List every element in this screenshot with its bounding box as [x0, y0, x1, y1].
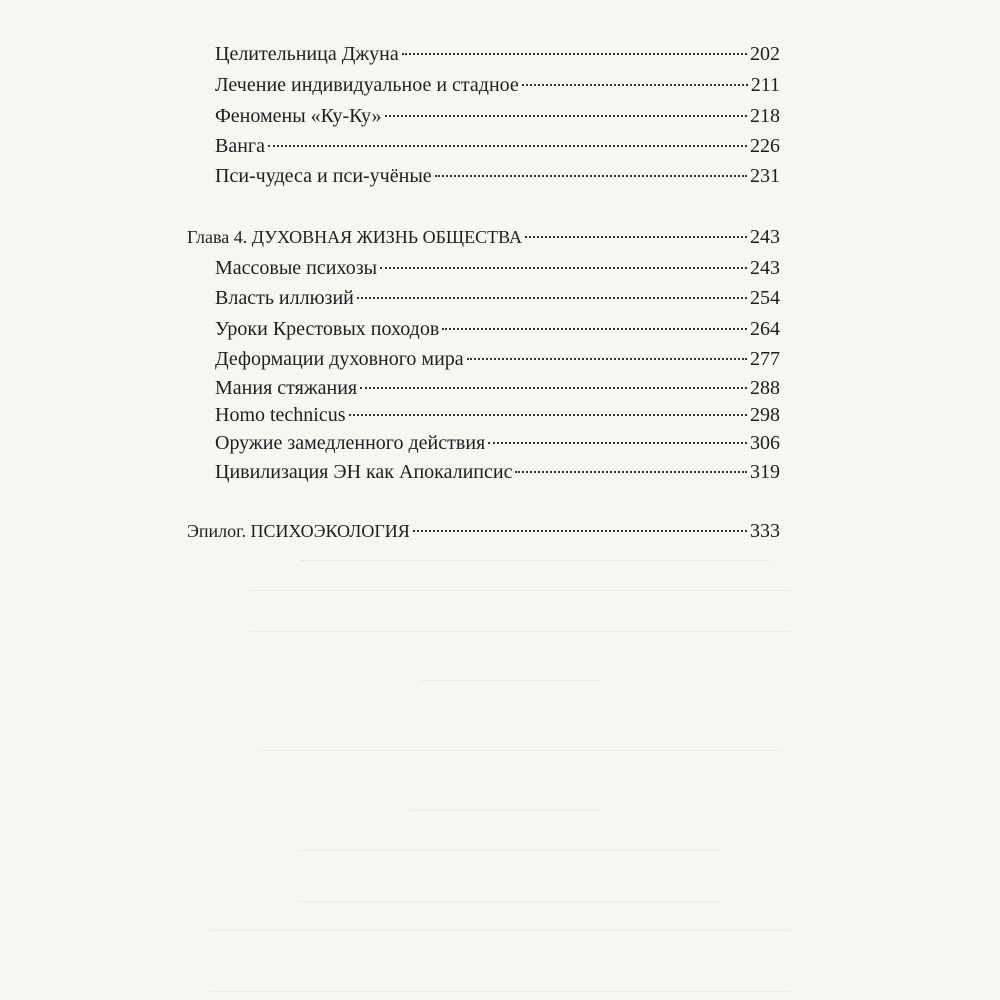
- dot-leader: [360, 387, 747, 389]
- dot-leader: [268, 145, 747, 147]
- toc-page-number: 333: [750, 520, 780, 542]
- show-through-block: [420, 650, 600, 681]
- dot-leader: [442, 328, 747, 330]
- toc-entry-title: Массовые психозы: [215, 257, 378, 279]
- toc-entry: [215, 460, 780, 484]
- toc-entry: [215, 286, 780, 310]
- dot-leader: [349, 414, 747, 416]
- toc-entry-title: Феномены «Ку-Ку»: [215, 105, 382, 127]
- dot-leader: [467, 358, 747, 360]
- dot-leader: [488, 442, 747, 444]
- toc-entry: [215, 73, 780, 97]
- toc-page-number: 211: [750, 74, 780, 96]
- toc-entry: [215, 347, 780, 371]
- dot-leader: [380, 267, 747, 269]
- dot-leader: [357, 297, 747, 299]
- toc-entry: [215, 376, 780, 400]
- toc-page-number: 243: [750, 257, 780, 279]
- show-through-block: [210, 930, 790, 992]
- show-through-block: [250, 590, 790, 632]
- toc-page-number: 202: [750, 43, 780, 65]
- toc-entry: [215, 317, 780, 341]
- toc-page-number: 306: [750, 432, 780, 454]
- toc-epilog-entry: [187, 519, 780, 543]
- toc-entry-title: Власть иллюзий: [215, 287, 354, 309]
- toc-page-number: 264: [750, 318, 780, 340]
- show-through-block: [410, 780, 600, 811]
- toc-entry: [215, 164, 780, 188]
- dot-leader: [385, 115, 747, 117]
- toc-entry-title: Homo technicus: [215, 404, 346, 426]
- toc-entry: [215, 403, 780, 427]
- toc-page-number: 298: [750, 404, 780, 426]
- toc-entry: [215, 256, 780, 280]
- toc-entry-title: Мания стяжания: [215, 377, 358, 399]
- toc-epilog-title: Эпилог. ПСИХОЭКОЛОГИЯ: [187, 521, 410, 541]
- toc-page-number: 288: [750, 377, 780, 399]
- dot-leader: [413, 530, 747, 532]
- dot-leader: [402, 53, 747, 55]
- toc-entry-title: Лечение индивидуальное и стадное: [215, 74, 519, 96]
- toc-entry-title: Ванга: [215, 135, 265, 157]
- toc-entry: [215, 134, 780, 158]
- toc-page-number: 254: [750, 287, 780, 309]
- toc-entry-title: Оружие замедленного действия: [215, 432, 486, 454]
- toc-entry: [215, 42, 780, 66]
- toc-chapter-title: Глава 4. ДУХОВНАЯ ЖИЗНЬ ОБЩЕСТВА: [187, 227, 522, 247]
- dot-leader: [515, 471, 747, 473]
- toc-entry-title: Уроки Крестовых походов: [215, 318, 440, 340]
- toc-entry: [215, 104, 780, 128]
- toc-page-number: 218: [750, 105, 780, 127]
- toc-page-number: 243: [750, 226, 780, 248]
- toc-entry-title: Пси-чудеса и пси-учёные: [215, 165, 432, 187]
- toc-page-number: 231: [750, 165, 780, 187]
- toc-chapter-entry: [187, 225, 780, 249]
- toc-page-number: 319: [750, 461, 780, 483]
- dot-leader: [522, 84, 748, 86]
- toc-entry-title: Деформации духовного мира: [215, 348, 464, 370]
- show-through-block: [300, 850, 720, 902]
- show-through-block: [260, 720, 780, 751]
- dot-leader: [525, 236, 747, 238]
- show-through-block: [300, 560, 770, 581]
- toc-entry: [215, 431, 780, 455]
- toc-entry-title: Цивилизация ЭН как Апокалипсис: [215, 461, 513, 483]
- toc-entry-title: Целительница Джуна: [215, 43, 399, 65]
- toc-page-number: 277: [750, 348, 780, 370]
- dot-leader: [435, 175, 747, 177]
- toc-page-number: 226: [750, 135, 780, 157]
